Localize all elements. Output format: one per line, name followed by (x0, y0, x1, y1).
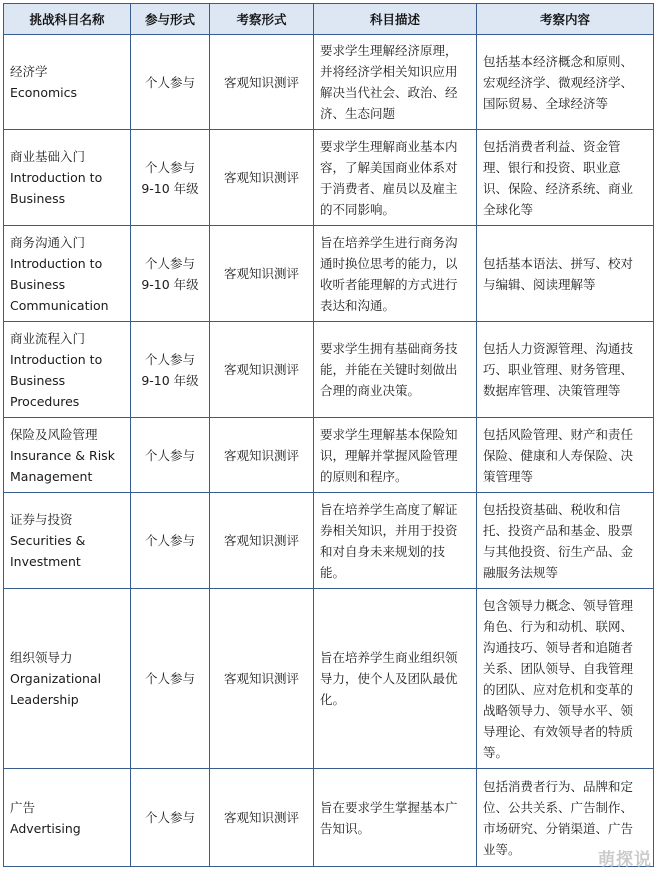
subject-name-zh: 保险及风险管理 (10, 426, 98, 442)
subject-name-cell (4, 130, 131, 226)
table-row (4, 769, 654, 867)
exam-form-cell: 客观知识测评 (210, 35, 314, 130)
exam-content-cell (477, 589, 654, 769)
description-line: 化。 (320, 692, 346, 707)
description-line: 和对自身未来规划的技 (320, 543, 446, 559)
participation-form-cell (131, 130, 210, 226)
description-line: 解决当代社会、政治、经 (320, 85, 458, 100)
description-line: 的原则和程序。 (320, 468, 408, 484)
participation-form-cell (131, 769, 210, 867)
participation-form-cell (131, 589, 210, 769)
subject-name-en: Introduction to (10, 255, 103, 271)
subject-name-cell (4, 35, 131, 130)
table-row (4, 418, 654, 493)
description-line: 要求学生理解商业基本内 (320, 138, 458, 154)
content-line: 全球化等 (483, 201, 534, 217)
header-subject-description: 科目描述 (314, 4, 477, 35)
content-line: 数据库管理、决策管理等 (483, 383, 621, 398)
table-row (4, 226, 654, 322)
subject-name-zh: 广告 (10, 799, 36, 815)
subject-description-cell (314, 322, 477, 418)
description-line: 旨在要求学生掌握基本广 (320, 799, 458, 815)
participation-form-line: 个人参与 (144, 447, 195, 463)
subject-description-cell (314, 130, 477, 226)
description-line: 识，理解并掌握风险管理 (320, 447, 458, 463)
description-line: 能，并能在关键时刻做出 (320, 362, 458, 377)
participation-form-line: 个人参与 (144, 351, 195, 367)
description-line: 导力，使个人及团队最优 (320, 671, 458, 686)
content-line: 包括基本经济概念和原则、 (483, 53, 634, 69)
subject-name-en: Procedures (10, 393, 80, 409)
subject-name-en: Organizational (10, 671, 102, 686)
table-row (4, 493, 654, 589)
subject-name-en: Economics (10, 85, 78, 100)
table-row (4, 130, 654, 226)
table-row (4, 322, 654, 418)
subject-name-zh: 组织领导力 (10, 650, 73, 665)
description-line: 要求学生拥有基础商务技 (320, 341, 458, 356)
content-line: 业等。 (483, 841, 521, 857)
exam-content-cell (477, 493, 654, 589)
description-line: 容，了解美国商业体系对 (320, 159, 458, 175)
description-line: 要求学生理解经济原理， (320, 43, 458, 58)
subject-name-zh: 商务沟通入门 (10, 234, 86, 250)
participation-form-cell (131, 493, 210, 589)
description-line: 旨在培养学生商业组织领 (320, 650, 458, 665)
description-line: 济、生态问题 (320, 106, 396, 121)
description-line: 的不同影响。 (320, 201, 396, 217)
subject-name-cell (4, 418, 131, 493)
exam-content-cell (477, 226, 654, 322)
content-line: 巧、职业管理、财务管理、 (483, 362, 634, 377)
description-line: 并将经济学相关知识应用 (320, 64, 458, 79)
content-line: 位、公共关系、广告制作、 (483, 799, 634, 815)
subject-name-zh: 证券与投资 (10, 512, 73, 527)
participation-form-cell (131, 226, 210, 322)
description-line: 能。 (320, 564, 346, 580)
subject-description-cell (314, 589, 477, 769)
subject-description-cell (314, 35, 477, 130)
content-line: 战略领导力、领导水平、领 (483, 702, 634, 718)
content-line: 融服务法规等 (483, 564, 559, 580)
content-line: 策管理等 (483, 468, 534, 484)
subject-description-cell (314, 226, 477, 322)
subject-name-en: Business (10, 372, 66, 388)
content-line: 等。 (483, 744, 509, 760)
subject-name-en: Business (10, 191, 66, 206)
subject-name-en: Securities & (10, 533, 86, 548)
subject-name-en: Introduction to (10, 351, 103, 367)
content-line: 包括消费者利益、资金管 (483, 138, 621, 154)
subjects-table (3, 3, 654, 867)
description-line: 收听者能理解的方式进行 (320, 276, 458, 292)
participation-form-line: 个人参与 (144, 810, 195, 825)
subject-name-en: Business (10, 276, 66, 292)
participation-form-line: 个人参与 (144, 255, 195, 271)
subject-name-en: Advertising (10, 820, 81, 836)
participation-form-cell (131, 322, 210, 418)
subject-name-cell (4, 769, 131, 867)
participation-form-line: 9-10 年级 (141, 276, 199, 292)
exam-content-cell (477, 322, 654, 418)
content-line: 沟通技巧、领导者和追随者 (483, 639, 634, 655)
description-line: 券相关知识，并用于投资 (320, 522, 458, 538)
subject-name-zh: 商业基础入门 (10, 149, 86, 164)
description-line: 通时换位思考的能力，以 (320, 255, 458, 271)
exam-form-cell: 客观知识测评 (210, 418, 314, 493)
participation-form-line: 个人参与 (144, 671, 195, 686)
exam-form-cell: 客观知识测评 (210, 769, 314, 867)
description-line: 合理的商业决策。 (320, 383, 421, 398)
content-line: 角色、行为和动机、联网、 (483, 618, 634, 634)
subject-description-cell (314, 769, 477, 867)
subject-name-cell (4, 322, 131, 418)
description-line: 于消费者、雇员以及雇主 (320, 180, 458, 196)
exam-form-cell: 客观知识测评 (210, 589, 314, 769)
content-line: 导理论、有效领导者的特质 (483, 723, 634, 739)
table-row (4, 589, 654, 769)
content-line: 包括人力资源管理、沟通技 (483, 341, 634, 356)
content-line: 宏观经济学、微观经济学、 (483, 74, 634, 90)
content-line: 包括投资基础、税收和信 (483, 501, 621, 517)
subject-name-en: Communication (10, 297, 109, 313)
subject-name-zh: 商业流程入门 (10, 330, 86, 346)
content-line: 与其他投资、衍生产品、金 (483, 543, 634, 559)
subject-name-zh: 经济学 (10, 64, 48, 79)
exam-form-cell: 客观知识测评 (210, 226, 314, 322)
subject-name-cell (4, 589, 131, 769)
participation-form-line: 9-10 年级 (141, 372, 199, 388)
table-header-row (4, 4, 654, 35)
subject-name-en: Leadership (10, 692, 79, 707)
exam-content-cell (477, 35, 654, 130)
content-line: 包括基本语法、拼写、校对 (483, 255, 634, 271)
header-exam-content: 考察内容 (477, 4, 654, 35)
participation-form-line: 个人参与 (144, 159, 195, 175)
content-line: 保险、健康和人寿保险、决 (483, 447, 634, 463)
participation-form-line: 9-10 年级 (141, 180, 199, 196)
header-subject-name: 挑战科目名称 (4, 4, 131, 35)
description-line: 旨在培养学生高度了解证 (320, 501, 458, 517)
content-line: 关系、团队领导、自我管理 (483, 660, 634, 676)
content-line: 包含领导力概念、领导管理 (483, 597, 634, 613)
header-exam-form: 考察形式 (210, 4, 314, 35)
subject-name-en: Management (10, 468, 93, 484)
description-line: 旨在培养学生进行商务沟 (320, 234, 458, 250)
table-row (4, 35, 654, 130)
content-line: 与编辑、阅读理解等 (483, 276, 596, 292)
content-line: 包括风险管理、财产和责任 (483, 426, 634, 442)
description-line: 表达和沟通。 (320, 297, 396, 313)
content-line: 托、投资产品和基金、股票 (483, 522, 634, 538)
subject-name-en: Investment (10, 554, 81, 569)
exam-content-cell (477, 418, 654, 493)
subject-name-cell (4, 226, 131, 322)
watermark: 萌探说 (598, 850, 652, 870)
subject-name-cell (4, 493, 131, 589)
participation-form-cell (131, 418, 210, 493)
participation-form-line: 个人参与 (144, 533, 195, 548)
description-line: 要求学生理解基本保险知 (320, 426, 458, 442)
exam-content-cell (477, 130, 654, 226)
subject-name-en: Insurance & Risk (10, 447, 115, 463)
content-line: 市场研究、分销渠道、广告 (483, 820, 634, 836)
subject-description-cell (314, 418, 477, 493)
description-line: 告知识。 (320, 820, 371, 836)
content-line: 国际贸易、全球经济等 (483, 95, 609, 111)
exam-form-cell: 客观知识测评 (210, 493, 314, 589)
participation-form-line: 个人参与 (144, 74, 195, 90)
exam-form-cell: 客观知识测评 (210, 322, 314, 418)
content-line: 理、银行和投资、职业意 (483, 159, 621, 175)
subject-name-en: Introduction to (10, 170, 103, 185)
content-line: 识、保险、经济系统、商业 (483, 180, 634, 196)
content-line: 包括消费者行为、品牌和定 (483, 778, 634, 794)
participation-form-cell (131, 35, 210, 130)
header-participation-form: 参与形式 (131, 4, 210, 35)
content-line: 的团队、应对危机和变革的 (483, 681, 634, 697)
exam-form-cell: 客观知识测评 (210, 130, 314, 226)
subject-description-cell (314, 493, 477, 589)
